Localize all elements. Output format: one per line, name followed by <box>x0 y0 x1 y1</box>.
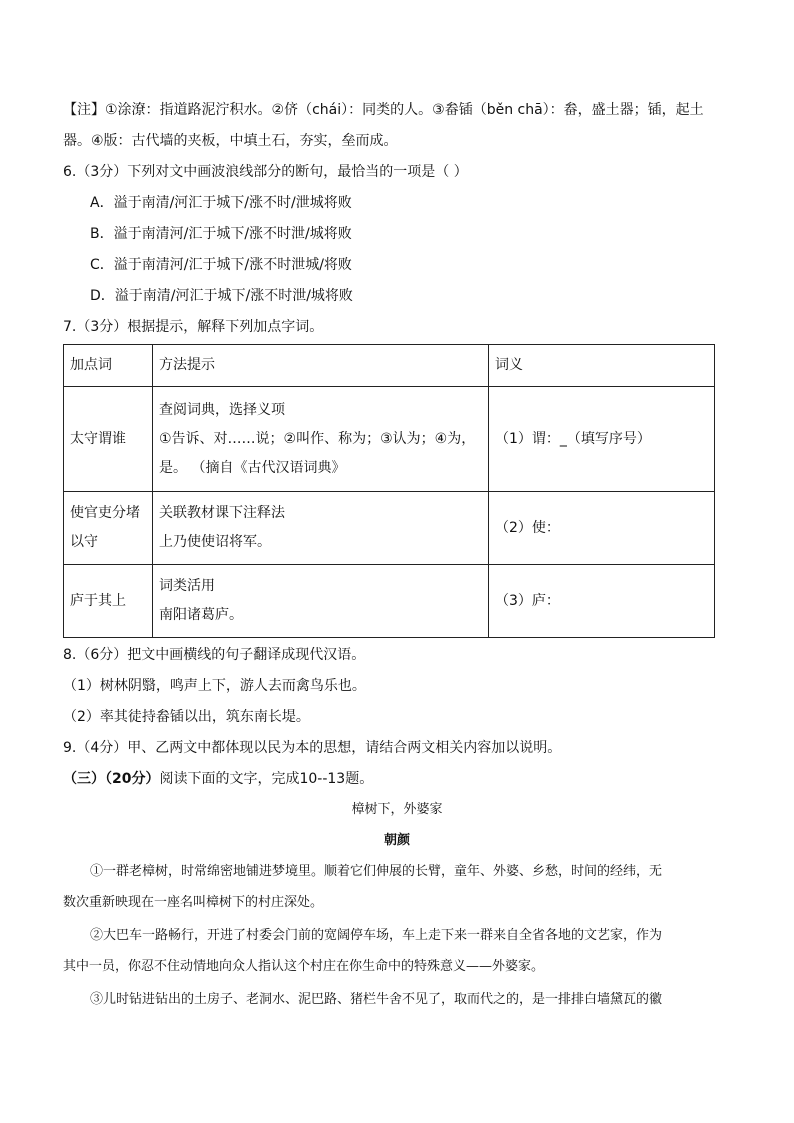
essay-title: 樟树下，外婆家 <box>351 802 443 817</box>
q7-row-2-word-line: 以守 <box>70 534 98 550</box>
q7-row-2-method-line: 关联教材课下注释法 <box>159 505 285 521</box>
essay-author: 朝颜 <box>383 833 410 848</box>
q7-row-3 <box>64 565 715 638</box>
q7-row-3-method-line: 词类活用 <box>159 578 215 594</box>
section-3-heading-line <box>63 769 733 789</box>
q7-table <box>63 344 715 638</box>
q7-row-1-method-line: ①告诉、对……说；②叫作、称为；③认为；④为， <box>159 430 476 447</box>
q7-row-3-word: 庐于其上 <box>64 565 153 638</box>
q6-option-b: B．溢于南清河/汇于城下/涨不时泄/城将败 <box>90 226 352 242</box>
q7-row-1-method <box>153 387 489 492</box>
q7-row-1-method-line: 是。 （摘自《古代汉语词典》 <box>159 459 346 476</box>
q7-row-3-method <box>153 565 489 638</box>
q7-stem: 7.（3分）根据提示，解释下列加点字词。 <box>63 319 324 335</box>
q7-row-1 <box>64 387 715 492</box>
q7-row-2-method-line: 上乃使使诏将军。 <box>159 534 271 550</box>
essay-paragraph-line: ②大巴车一路畅行，开进了村委会门前的宽阔停车场，车上走下来一群来自全省各地的文艺家，作为 <box>90 928 663 943</box>
q7-row-1-method-line: 查阅词典，选择义项 <box>159 401 285 418</box>
q7-row-2-word <box>64 492 153 565</box>
q6-option-c: C．溢于南清河/汇于城下/涨不时泄城/将败 <box>90 257 352 273</box>
q8-item-1: （1）树林阴翳，鸣声上下，游人去而禽鸟乐也。 <box>63 678 366 694</box>
section-3-heading: （三）（20分） <box>63 771 160 787</box>
note-line-1: 【注】①涂潦：指道路泥泞积水。②侪（chái）：同类的人。③畚锸（běn chā）：畚，盛土器；锸，起土 <box>63 102 704 118</box>
q7-row-2-meaning: （2）使： <box>489 492 715 565</box>
q7-row-2-method <box>153 492 489 565</box>
q8-item-2: （2）率其徒持畚锸以出，筑东南长堤。 <box>63 709 310 725</box>
q6-stem: 6.（3分）下列对文中画波浪线部分的断句，最恰当的一项是（ ） <box>63 164 468 180</box>
q7-header-word: 加点词 <box>64 345 153 387</box>
q6-option-a: A．溢于南清/河汇于城下/涨不时/泄城将败 <box>90 195 352 211</box>
essay-paragraph-line: 其中一员，你忍不住动情地向众人指认这个村庄在你生命中的特殊意义——外婆家。 <box>63 959 545 974</box>
note-line-2: 器。④版：古代墙的夹板，中填土石，夯实，垒而成。 <box>63 133 398 149</box>
essay-paragraph-line: 数次重新映现在一座名叫樟树下的村庄深处。 <box>63 895 324 910</box>
q7-header-meaning: 词义 <box>489 345 715 387</box>
q7-row-3-method-line: 南阳诸葛庐。 <box>159 607 243 623</box>
essay-paragraph-line: ③儿时钻进钻出的土房子、老洞水、泥巴路、猪栏牛舍不见了，取而代之的，是一排排白墙黛瓦的徽 <box>90 992 663 1007</box>
q8-stem: 8.（6分）把文中画横线的句子翻译成现代汉语。 <box>63 647 366 663</box>
section-3-instruction: 阅读下面的文字，完成10--13题。 <box>159 771 374 787</box>
q9-stem: 9.（4分）甲、乙两文中都体现以民为本的思想，请结合两文相关内容加以说明。 <box>63 740 562 756</box>
q7-row-3-meaning: （3）庐： <box>489 565 715 638</box>
q7-row-1-word: 太守谓谁 <box>64 387 153 492</box>
q7-row-1-meaning: （1）谓：_（填写序号） <box>489 387 715 492</box>
q7-row-2 <box>64 492 715 565</box>
q7-row-2-word-line: 使官吏分堵 <box>70 505 140 521</box>
q6-option-d: D．溢于南清/河汇于城下/涨不时泄/城将败 <box>90 288 353 304</box>
q7-header-method: 方法提示 <box>153 345 489 387</box>
q7-header-row <box>64 345 715 387</box>
essay-paragraph-line: ①一群老樟树，时常绵密地铺进梦境里。顺着它们伸展的长臂，童年、外婆、乡愁，时间的经纬，无 <box>90 864 663 879</box>
